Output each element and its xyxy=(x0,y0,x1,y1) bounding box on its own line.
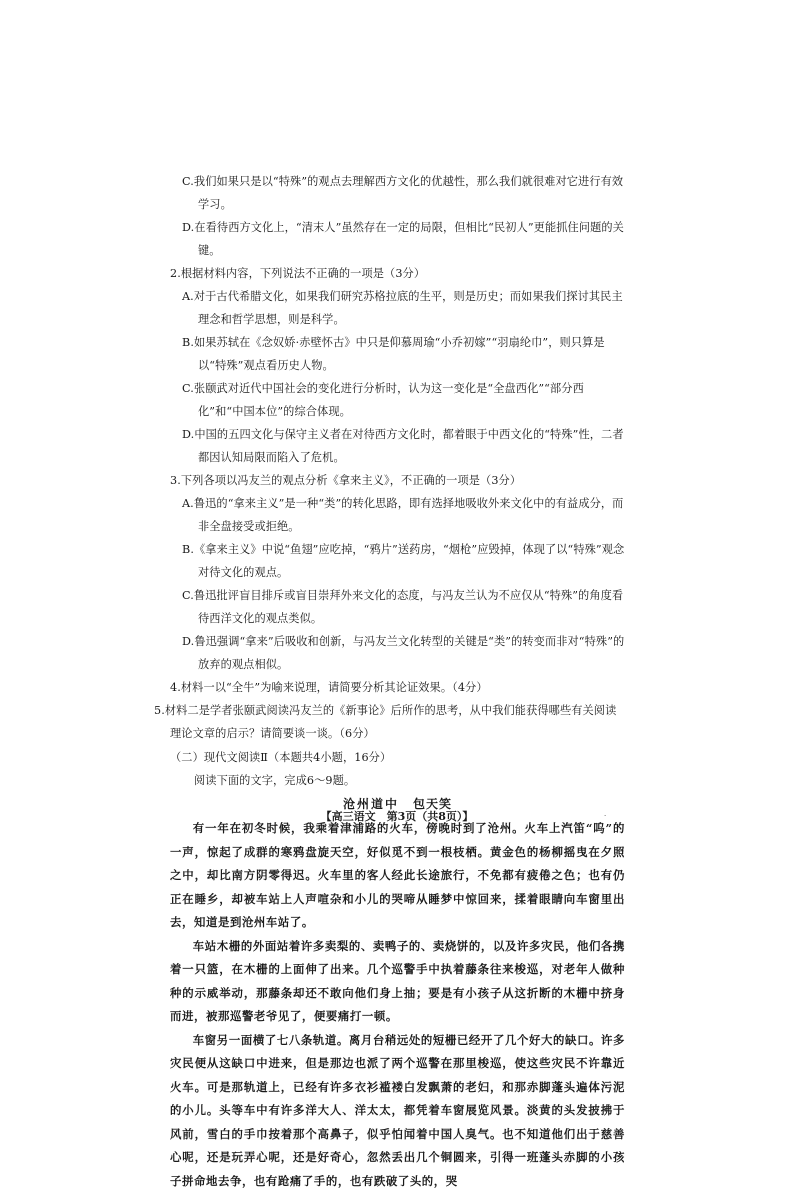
question-3-stem: 3.下列各项以冯友兰的观点分析《拿来主义》，不正确的一项是（3分） xyxy=(170,469,625,492)
option-q1-d: D.在看待西方文化上，“清末人”虽然存在一定的局限，但相比“民初人”更能抓住问题的关键。 xyxy=(182,216,625,262)
option-q3-d: D.鲁迅强调“拿来”后吸收和创新，与冯友兰文化转型的关键是“类”的转变而非对“特殊”的放弃的观点相似。 xyxy=(182,630,625,676)
option-q2-a: A.对于古代希腊文化，如果我们研究苏格拉底的生平，则是历史；而如果我们探讨其民主理念和哲学思想，则是科学。 xyxy=(182,285,625,331)
option-q2-d: D.中国的五四文化与保守主义者在对待西方文化时，都着眼于中西文化的“特殊”性，二者都因认知局限而陷入了危机。 xyxy=(182,423,625,469)
question-4: 4.材料一以“全牛”为喻来说理，请简要分析其论证效果。（4分） xyxy=(170,676,625,699)
passage-paragraph-1: 有一年在初冬时候，我乘着津浦路的火车，傍晚时到了沧州。火车上汽笛“呜”的一声，惊起了成群的寒鸦盘旋天空，好似觅不到一根枝栖。黄金色的杨柳摇曳在夕照之中，却比南方阴零得迟。火车里的客人经此长途旅行，不免都有疲倦之色；也有仍正在睡乡，却被车站上人声喧杂和小儿的哭啼从睡梦中惊回来，揉着眼睛向车窗里出去，知道是到沧州车站了。 xyxy=(170,817,625,935)
option-q3-a: A.鲁迅的“拿来主义”是一种“类”的转化思路，即有选择地吸收外来文化中的有益成分，而非全盘接受或拒绝。 xyxy=(182,492,625,538)
passage-paragraph-2: 车站木栅的外面站着许多卖梨的、卖鸭子的、卖烧饼的，以及许多灾民，他们各携着一只篮，在木栅的上面伸了出来。几个巡警手中执着藤条往来梭巡，对老年人做种种的示威举动，那藤条却还不敢向他们身上抽；要是有小孩子从这折断的木栅中挤身而进，被那巡警老爷见了，便要痛打一顿。 xyxy=(170,935,625,1029)
option-q1-c: C.我们如果只是以“特殊”的观点去理解西方文化的优越性，那么我们就很难对它进行有效学习。 xyxy=(182,170,625,216)
option-q2-b: B.如果苏轼在《念奴娇·赤壁怀古》中只是仰慕周瑜“小乔初嫁”“羽扇纶巾”，则只算是以“特殊”观点看历史人物。 xyxy=(182,331,625,377)
option-q3-b: B.《拿来主义》中说“鱼翅”应吃掉，“鸦片”送药房，“烟枪”应毁掉，体现了以“特殊”观念对待文化的观点。 xyxy=(182,538,625,584)
passage-title-text: 沧州道中 xyxy=(343,797,399,811)
option-q3-c: C.鲁迅批评盲目排斥或盲目崇拜外来文化的态度，与冯友兰认为不应仅从“特殊”的角度看待西洋文化的观点类似。 xyxy=(182,584,625,630)
section-heading: （二）现代文阅读Ⅱ（本题共4小题，16分） xyxy=(170,746,625,769)
page-footer: 【高三语文 第3页（共8页）】 xyxy=(0,808,794,824)
section-instruction: 阅读下面的文字，完成6～9题。 xyxy=(170,769,625,792)
passage-paragraph-3: 车窗另一面横了七八条轨道。离月台稍远处的短栅已经开了几个好大的缺口。许多灾民便从这缺口中进来，但是那边也派了两个巡警在那里梭巡，使这些灾民不许靠近火车。可是那轨道上，已经有许多衣衫褴褛白发飘萧的老妇，和那赤脚蓬头遍体污泥的小儿。头等车中有许多洋大人、洋太太，都凭着车窗展览风景。淡黄的头发披拂于风前，雪白的手巾按着那个高鼻子，似乎怕闻着中国人臭气。也不知道他们出于慈善心呢，还是玩弄心呢，还是好奇心，忽然丢出几个铜圆来，引得一班蓬头赤脚的小孩子拼命地去争，也有跄痛了手的，也有跌破了头的，哭 xyxy=(170,1029,625,1193)
page-content xyxy=(170,170,625,1193)
option-q2-c: C.张颐武对近代中国社会的变化进行分析时，认为这一变化是“全盘西化”“部分西化”和“中国本位”的综合体现。 xyxy=(182,377,625,423)
question-5: 5.材料二是学者张颐武阅读冯友兰的《新事论》后所作的思考，从中我们能获得哪些有关阅读理论文章的启示？请简要谈一谈。（6分） xyxy=(170,699,625,745)
question-2-stem: 2.根据材料内容，下列说法不正确的一项是（3分） xyxy=(170,262,625,285)
corner-mark: · xyxy=(604,812,606,820)
passage-author: 包天笑 xyxy=(413,797,452,811)
